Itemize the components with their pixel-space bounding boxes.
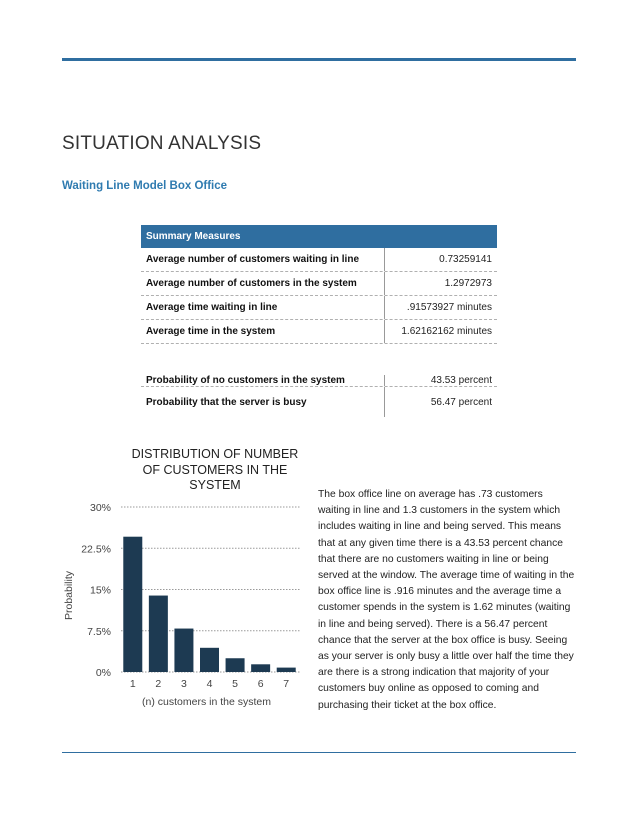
table-row xyxy=(141,387,497,417)
y-tick-label: 22.5% xyxy=(81,543,111,556)
y-tick-label: 30% xyxy=(89,502,111,514)
chart-title-line: OF CUSTOMERS IN THE xyxy=(142,462,288,477)
analysis-paragraph: The box office line on average has .73 customers waiting in line and 1.3 customers in the system which includes waiting in line and being served. This means that at any given time there is a 43.53 percent chance that there are no customers waiting in line or being served at the window. The average time of waiting in the box office line is .916 minutes and the average time a customer spends in the system is 1.62 minutes (waiting in line and being served). There is a 56.47 percent chance that the server at the box office is busy. Seeing as your server is only busy a little over half the time they are there is a strong indication that majority of your customers buy online as opposed to coming and purchasing their ticket at the box office. xyxy=(318,489,575,711)
x-tick-label: 1 xyxy=(129,678,136,690)
row-value: 0.73259141 xyxy=(384,248,497,271)
y-axis-label: Probability xyxy=(63,570,75,621)
x-tick-label: 7 xyxy=(283,678,290,690)
row-label: Average time waiting in line xyxy=(146,302,278,313)
bar xyxy=(123,537,142,672)
chart-title-line: DISTRIBUTION OF NUMBER xyxy=(131,447,299,461)
table-row xyxy=(141,272,497,296)
row-value: 43.53 percent xyxy=(384,375,497,386)
bar xyxy=(174,629,193,672)
bottom-rule xyxy=(62,752,576,753)
row-value: 1.62162162 minutes xyxy=(384,320,497,343)
summary-table xyxy=(141,225,497,417)
bar xyxy=(226,658,245,672)
bar xyxy=(251,664,270,672)
row-label: Average time in the system xyxy=(146,326,276,337)
bar-chart xyxy=(55,495,310,715)
bar xyxy=(277,668,296,672)
summary-table-header: Summary Measures xyxy=(141,225,497,248)
chart-title xyxy=(120,447,310,494)
x-tick-label: 3 xyxy=(181,678,187,690)
table-row xyxy=(141,248,497,272)
y-tick-label: 0% xyxy=(95,667,111,679)
row-label: Probability that the server is busy xyxy=(146,396,307,408)
section-title: SITUATION ANALYSIS xyxy=(62,133,262,154)
bar xyxy=(149,596,168,672)
row-value: .91573927 minutes xyxy=(384,296,497,319)
top-rule xyxy=(62,58,576,61)
y-tick-label: 15% xyxy=(89,584,111,597)
row-label: Probability of no customers in the system xyxy=(146,375,345,386)
x-axis-label: (n) customers in the system xyxy=(142,696,271,708)
row-label: Average number of customers in the system xyxy=(146,278,357,289)
table-row xyxy=(141,344,497,387)
x-tick-label: 4 xyxy=(206,678,213,690)
table-row xyxy=(141,320,497,344)
row-value: 56.47 percent xyxy=(384,387,497,417)
table-row xyxy=(141,296,497,320)
row-label: Average number of customers waiting in line xyxy=(146,254,360,265)
chart-title-line: SYSTEM xyxy=(189,478,241,492)
x-tick-label: 2 xyxy=(155,678,162,690)
x-tick-label: 5 xyxy=(232,678,238,690)
section-subtitle: Waiting Line Model Box Office xyxy=(62,180,228,192)
bar xyxy=(200,648,219,672)
x-tick-label: 6 xyxy=(257,678,264,690)
y-tick-label: 7.5% xyxy=(87,625,111,638)
row-value: 1.2972973 xyxy=(384,272,497,295)
